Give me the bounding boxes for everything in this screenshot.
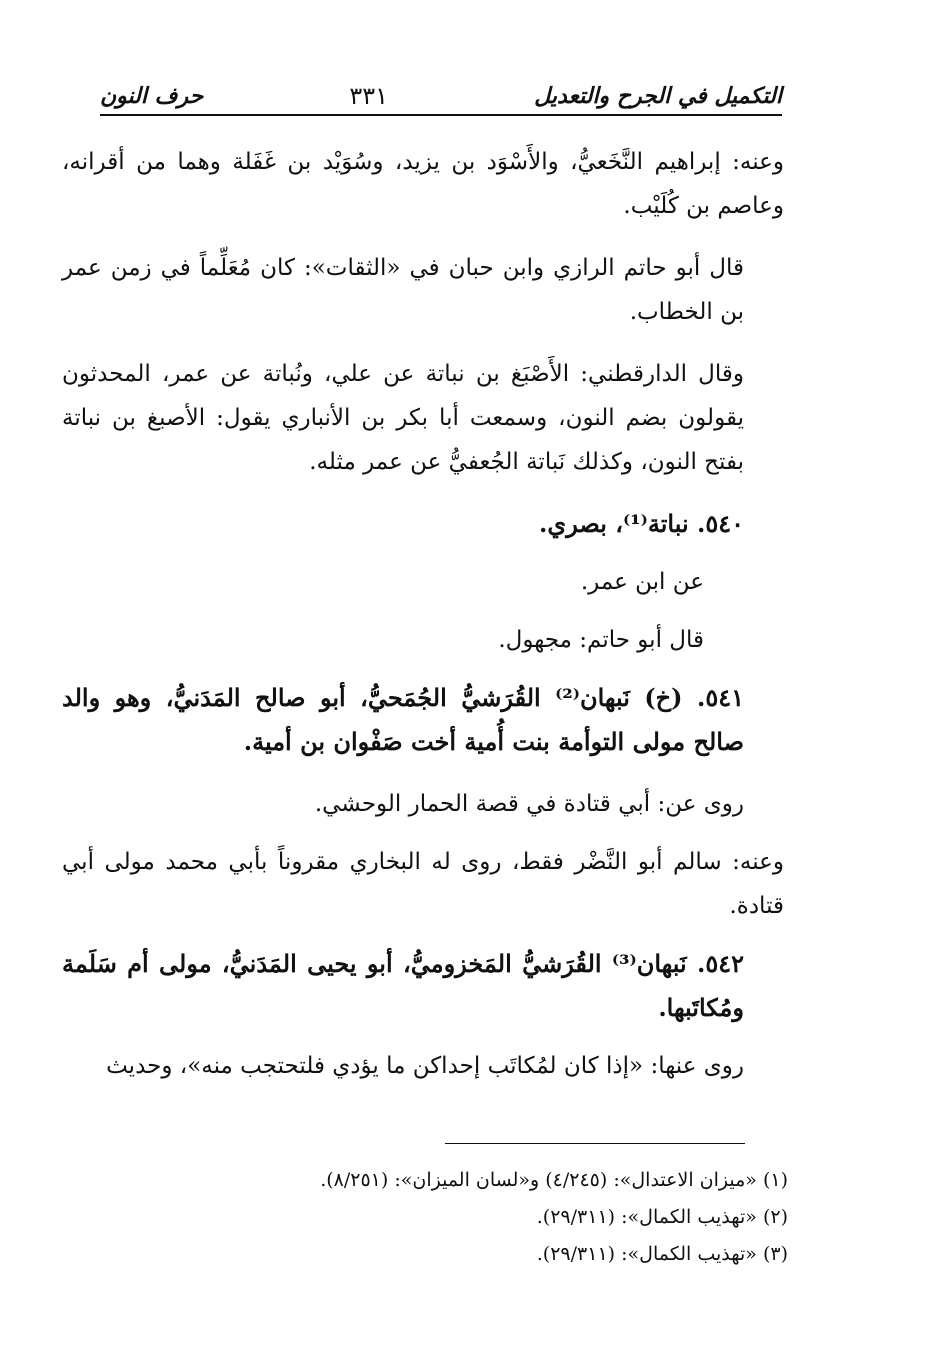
paragraph: قال أبو حاتم الرازي وابن حبان في «الثقات»: كان مُعَلِّماً في زمن عمر بن الخطاب. bbox=[62, 255, 744, 325]
paragraph: روى عن: أبي قتادة في قصة الحمار الوحشي. bbox=[314, 791, 744, 817]
paragraph: وعنه: سالم أبو النَّضْر فقط، روى له البخاري مقروناً بأبي محمد مولى أبي قتادة. bbox=[62, 849, 784, 919]
header-section: حرف النون bbox=[100, 83, 204, 109]
page-number: ٣٣١ bbox=[349, 82, 389, 110]
footnote-divider bbox=[445, 1143, 745, 1144]
footnote-3: (٣) «تهذيب الكمال»: (٢٩/٣١١). bbox=[536, 1243, 788, 1265]
paragraph: وقال الدارقطني: الأَصْبَغ بن نباتة عن علي، ونُباتة عن عمر، المحدثون يقولون بضم النون، وسمعت أبا بكر بن الأنباري يقول: الأصبغ بن نباتة بفتح النون، وكذلك نَباتة الجُعفيُّ عن عمر مثله. bbox=[62, 361, 744, 475]
running-header bbox=[100, 78, 782, 116]
paragraph: عن ابن عمر. bbox=[580, 569, 704, 595]
paragraph: قال أبو حاتم: مجهول. bbox=[498, 627, 704, 653]
paragraph: وعنه: إبراهيم النَّخَعيُّ، والأَسْوَد بن يزيد، وسُوَيْد بن غَفَلة وهما من أقرانه، وعاصم بن كُلَيْب. bbox=[62, 149, 784, 219]
entry-heading-541: ٥٤١. (خ) نَبهان⁽²⁾ القُرَشيُّ الجُمَحيُّ، أبو صالح المَدَنيُّ، وهو والد صالح مولى التوأمة بنت أُمية أخت صَفْوان بن أمية. bbox=[62, 683, 745, 756]
main-text bbox=[62, 140, 784, 1106]
header-book-title: التكميل في الجرح والتعديل bbox=[534, 83, 782, 109]
paragraph: روى عنها: «إذا كان لمُكاتَب إحداكن ما يؤدي فلتحتجب منه»، وحديث bbox=[106, 1053, 744, 1079]
entry-heading-540: ٥٤٠. نباتة⁽¹⁾، بصري. bbox=[539, 509, 744, 538]
footnote-2: (٢) «تهذيب الكمال»: (٢٩/٣١١). bbox=[536, 1206, 788, 1228]
footnote-1: (١) «ميزان الاعتدال»: (٤/٢٤٥) و«لسان الميزان»: (٨/٢٥١). bbox=[320, 1169, 788, 1191]
footnotes bbox=[120, 1162, 788, 1273]
entry-heading-542: ٥٤٢. نَبهان⁽³⁾ القُرَشيُّ المَخزوميُّ، أبو يحيى المَدَنيُّ، مولى أم سَلَمة ومُكاتَبها. bbox=[62, 949, 744, 1022]
